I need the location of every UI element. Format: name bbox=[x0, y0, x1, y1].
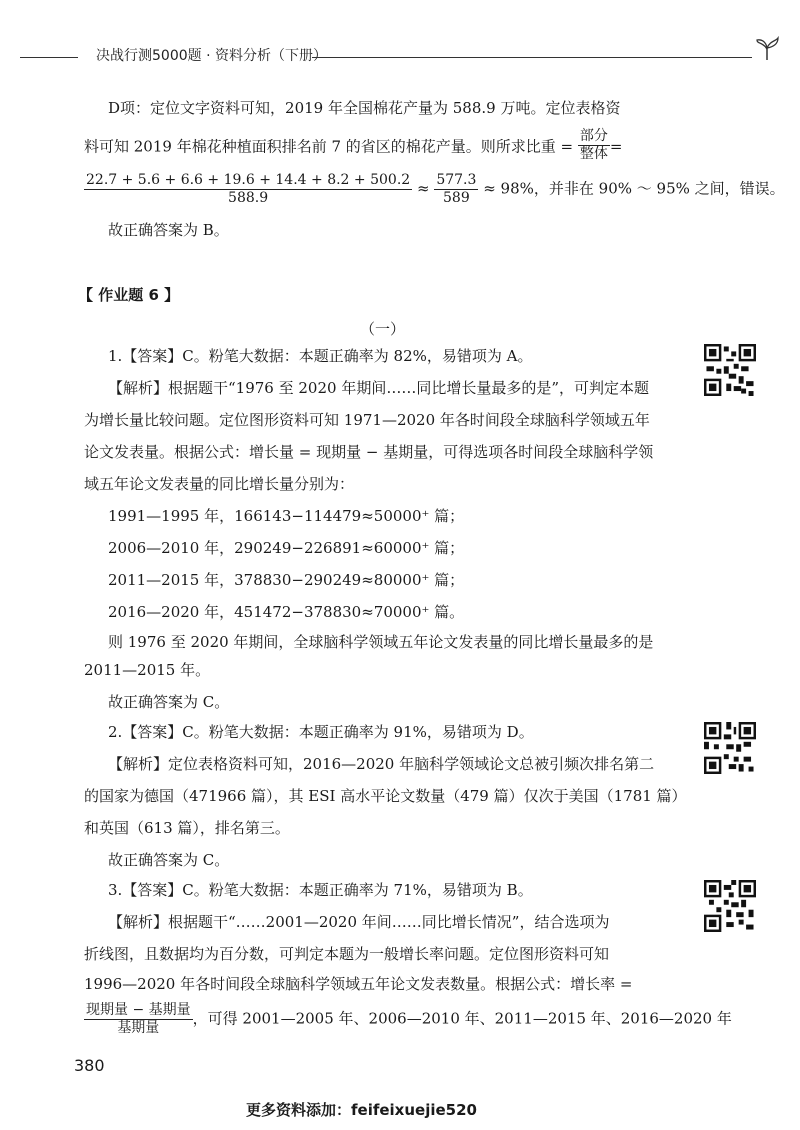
q3-analysis-4-tail: ，可得 2001—2005 年、2006—2010 年、2011—2015 年、2016—2020 年 bbox=[192, 1009, 732, 1028]
fraction-result-numerator: 577.3 bbox=[436, 172, 477, 188]
qr-code-icon[interactable] bbox=[704, 722, 756, 774]
book-title: 决战行测5000题 · 资料分析（下册） bbox=[96, 48, 327, 64]
q1-analysis-3: 论文发表量。根据公式：增长量 = 现期量 − 基期量，可得选项各时间段全球脑科学领 bbox=[84, 443, 654, 461]
header-rule-left bbox=[20, 57, 78, 58]
running-header bbox=[20, 42, 780, 72]
q2-analysis-2: 的国家为德国（471966 篇），其 ESI 高水平论文数量（479 篇）仅次于美国（1781 篇） bbox=[84, 787, 687, 805]
header-rule-right bbox=[312, 57, 752, 58]
growth-rate-numerator: 现期量 − 基期量 bbox=[86, 1002, 191, 1018]
group-heading: （一） bbox=[360, 320, 406, 338]
q3-answer: 3.【答案】C。粉笔大数据：本题正确率为 71%，易错项为 B。 bbox=[108, 881, 533, 899]
q1-calc-2: 2006—2010 年，290249−226891≈60000⁺ 篇； bbox=[108, 539, 465, 557]
q3-analysis-1: 【解析】根据题干“……2001—2020 年间……同比增长情况”，结合选项为 bbox=[108, 913, 610, 931]
q1-result-1: 则 1976 至 2020 年期间，全球脑科学领域五年论文发表量的同比增长量最多的是 bbox=[108, 633, 654, 651]
fraction-sum-denominator: 588.9 bbox=[228, 190, 269, 206]
growth-rate-denominator: 基期量 bbox=[117, 1020, 160, 1036]
fraction-result bbox=[434, 172, 478, 207]
q1-analysis-1: 【解析】根据题干“1976 至 2020 年期间……同比增长量最多的是”，可判定本题 bbox=[108, 379, 649, 397]
q2-conclusion: 故正确答案为 C。 bbox=[108, 851, 230, 869]
d-option-tail: ≈ 98%，并非在 90% ～ 95% 之间，错误。 bbox=[483, 179, 785, 198]
q1-answer: 1.【答案】C。粉笔大数据：本题正确率为 82%，易错项为 A。 bbox=[108, 347, 533, 365]
fraction-result-denominator: 589 bbox=[443, 190, 470, 206]
q1-calc-4: 2016—2020 年，451472−378830≈70000⁺ 篇。 bbox=[108, 603, 465, 621]
homework-heading: 【 作业题 6 】 bbox=[78, 286, 180, 304]
q1-analysis-2: 为增长量比较问题。定位图形资料可知 1971—2020 年各时间段全球脑科学领域五年 bbox=[84, 411, 650, 429]
equals-sign: = bbox=[609, 137, 623, 156]
growth-rate-fraction bbox=[84, 1002, 193, 1037]
footer-note: 更多资料添加：feifeixuejie520 bbox=[246, 1101, 477, 1119]
q2-answer: 2.【答案】C。粉笔大数据：本题正确率为 91%，易错项为 D。 bbox=[108, 723, 534, 741]
qr-code-icon[interactable] bbox=[704, 880, 756, 932]
d-option-line1: D项：定位文字资料可知，2019 年全国棉花产量为 588.9 万吨。定位表格资 bbox=[108, 99, 621, 117]
d-option-line2-text: 料可知 2019 年棉花种植面积排名前 7 的省区的棉花产量。则所求比重 = bbox=[84, 137, 574, 156]
q1-calc-3: 2011—2015 年，378830−290249≈80000⁺ 篇； bbox=[108, 571, 465, 589]
fraction-sum-numerator: 22.7 + 5.6 + 6.6 + 19.6 + 14.4 + 8.2 + 500.2 bbox=[86, 172, 411, 188]
sprout-icon bbox=[754, 36, 780, 62]
fraction-numerator: 部分 bbox=[579, 128, 608, 144]
q2-analysis-3: 和英国（613 篇），排名第三。 bbox=[84, 819, 290, 837]
q1-calc-1: 1991—1995 年，166143−114479≈50000⁺ 篇； bbox=[108, 507, 465, 525]
q2-analysis-1: 【解析】定位表格资料可知，2016—2020 年脑科学领域论文总被引频次排名第二 bbox=[108, 755, 655, 773]
q3-analysis-4 bbox=[84, 1002, 732, 1037]
d-option-line2 bbox=[84, 130, 684, 165]
fraction-part-whole bbox=[578, 128, 610, 163]
fraction-denominator: 整体 bbox=[579, 146, 608, 162]
d-conclusion: 故正确答案为 B。 bbox=[108, 221, 229, 239]
q1-analysis-4: 域五年论文发表量的同比增长量分别为： bbox=[84, 475, 355, 493]
q1-conclusion: 故正确答案为 C。 bbox=[108, 693, 230, 711]
qr-code-icon[interactable] bbox=[704, 344, 756, 396]
q3-analysis-3: 1996—2020 年各时间段全球脑科学领域五年论文发表数量。根据公式：增长率 = bbox=[84, 975, 633, 993]
approx-sign: ≈ bbox=[416, 179, 430, 198]
d-option-calculation bbox=[84, 172, 785, 207]
page-number: 380 bbox=[74, 1056, 105, 1075]
q1-result-2: 2011—2015 年。 bbox=[84, 661, 211, 679]
q3-analysis-2: 折线图，且数据均为百分数，可判定本题为一般增长率问题。定位图形资料可知 bbox=[84, 945, 610, 963]
fraction-sum bbox=[84, 172, 412, 207]
